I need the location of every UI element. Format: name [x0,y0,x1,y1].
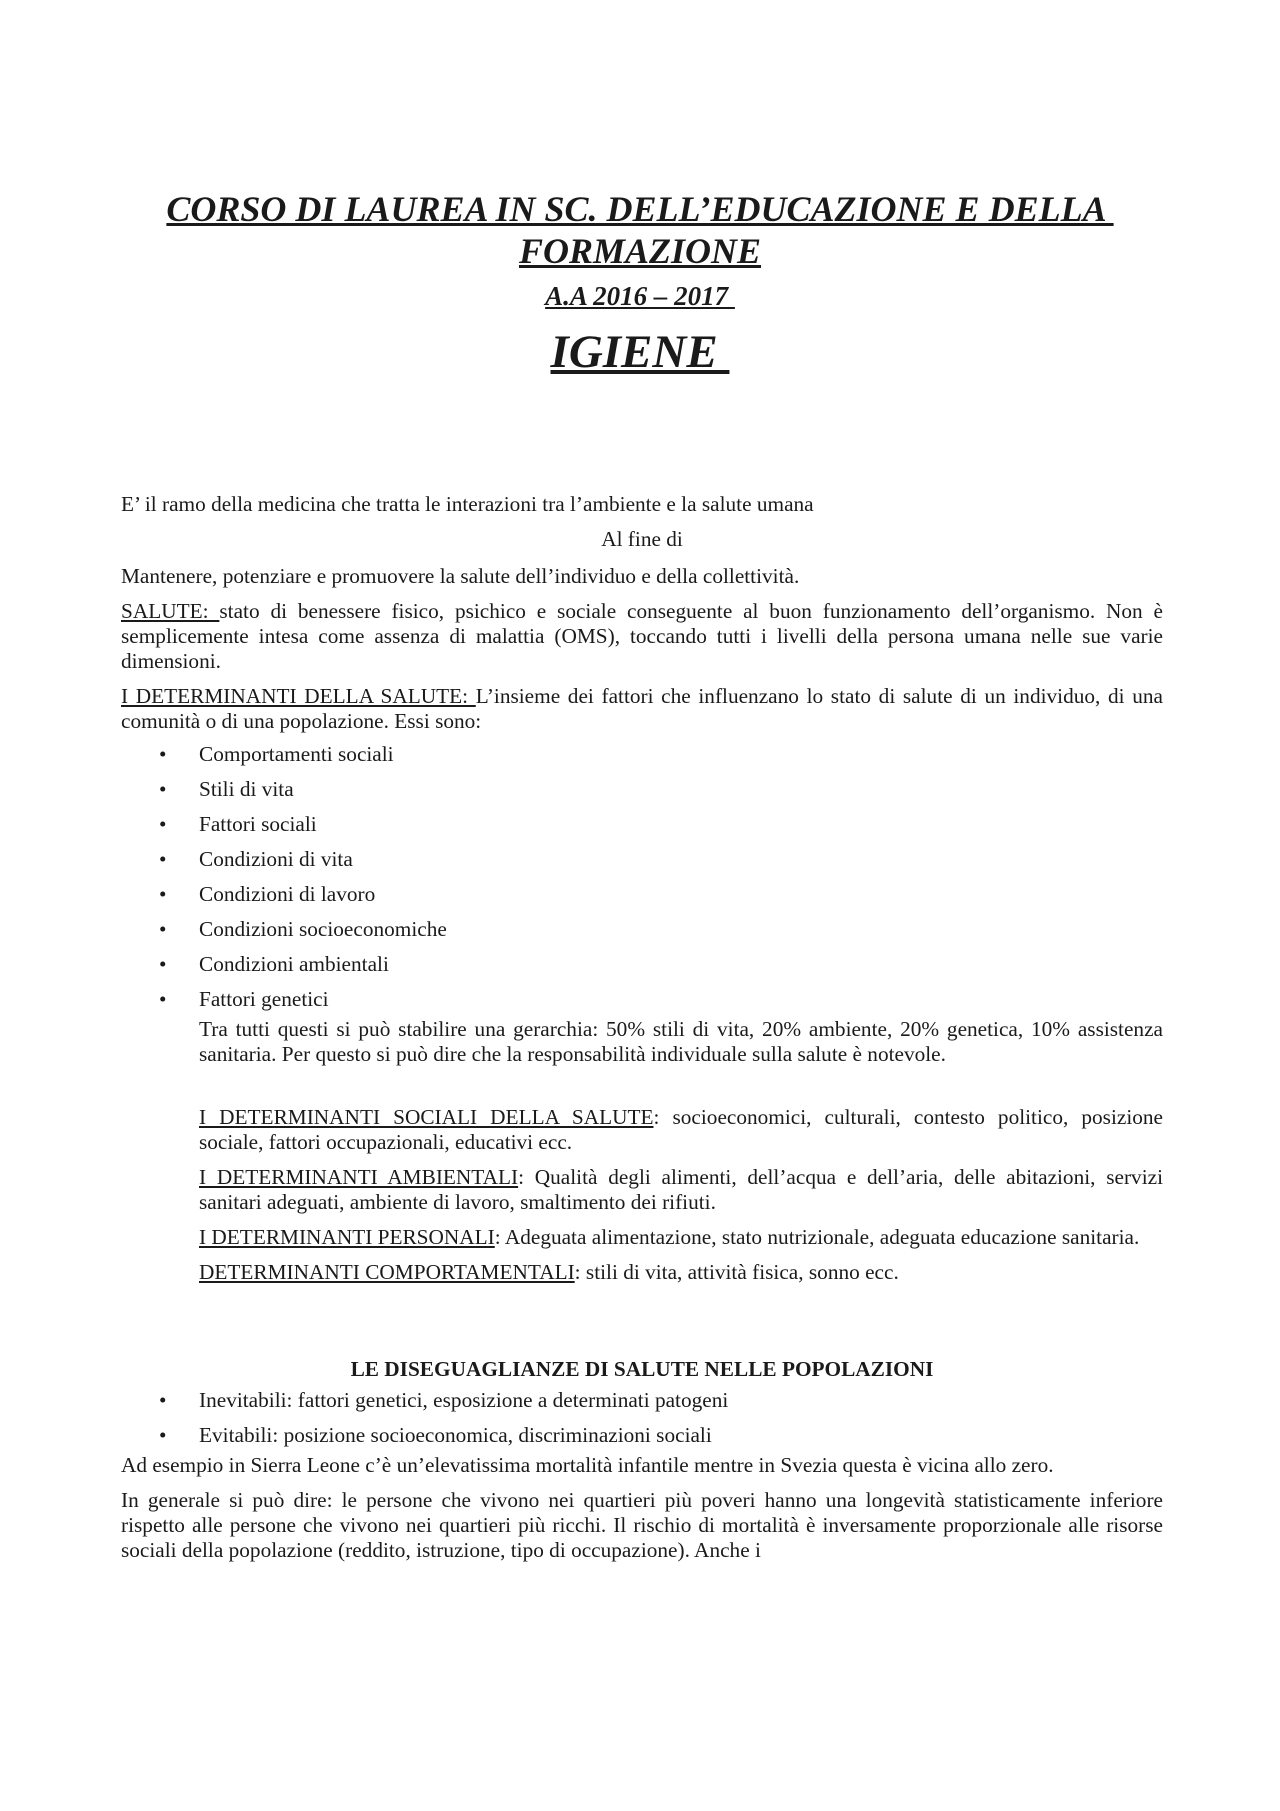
diseguaglianze-heading: LE DISEGUAGLIANZE DI SALUTE NELLE POPOLAZIONI [350,1357,934,1381]
definition-paragraph: E’ il ramo della medicina che tratta le interazioni tra l’ambiente e la salute umana [121,492,814,516]
determinanti-list [121,742,1163,1017]
course-title-line-1: CORSO DI LAUREA IN SC. DELL’EDUCAZIONE E DELLA [166,189,1114,229]
determinanti-comportamentali: DETERMINANTI COMPORTAMENTALI: stili di vita, attività fisica, sonno ecc. [199,1260,899,1284]
list-item: • Comportamenti sociali [159,742,394,766]
determinanti-text: L’insieme dei fattori che influenzano lo stato di salute di un individuo, di una comunità o di una popolazione. Essi sono: [121,684,1163,733]
al-fine-line: Al fine di [601,527,683,551]
list-item: • Evitabili: posizione socioeconomica, discriminazioni sociali [159,1423,712,1447]
course-title-line-2: FORMAZIONE [518,231,762,271]
document-body [121,492,1163,1563]
determinanti-sociali: I DETERMINANTI SOCIALI DELLA SALUTE: socioeconomici, culturali, contesto politico, posizione sociale, fattori occupazionali, educativi ecc. [199,1105,1164,1154]
bullet-icon: • [159,987,167,1011]
academic-year: A.A 2016 – 2017 [545,281,735,311]
bullet-icon: • [159,952,167,976]
list-item: • Condizioni di vita [159,847,353,871]
bullet-icon: • [159,917,167,941]
bullet-icon: • [159,882,167,906]
list-item: • Condizioni di lavoro [159,882,376,906]
bullet-icon: • [159,847,167,871]
gerarchia-paragraph: Tra tutti questi si può stabilire una gerarchia: 50% stili di vita, 20% ambiente, 20% genetica, 10% assistenza sanitaria. Per questo si può dire che la responsabilità individuale sulla salute è notevole. [199,1017,1163,1066]
determinanti-term: I DETERMINANTI DELLA SALUTE: [121,684,476,708]
determinanti-personali: I DETERMINANTI PERSONALI: Adeguata alimentazione, stato nutrizionale, adeguata educazione sanitaria. [199,1225,1140,1249]
diseguaglianze-list [121,1388,1163,1453]
list-item: • Condizioni ambientali [159,952,389,976]
list-item: • Fattori genetici [159,987,329,1011]
bullet-icon: • [159,742,167,766]
determinanti-paragraph [121,684,1163,734]
salute-text: stato di benessere fisico, psichico e sociale conseguente al buon funzionamento dell’organismo. Non è semplicemente intesa come assenza di malattia (OMS), toccando tutti i livelli della persona umana nelle sue varie dimensioni. [121,599,1163,673]
bullet-icon: • [159,812,167,836]
list-item: • Condizioni socioeconomiche [159,917,447,941]
list-item: • Inevitabili: fattori genetici, esposizione a determinati patogeni [159,1388,729,1412]
bullet-icon: • [159,1388,167,1412]
determinanti-ambientali: I DETERMINANTI AMBIENTALI: Qualità degli alimenti, dell’acqua e dell’aria, delle abitazioni, servizi sanitari adeguati, ambiente di lavoro, smaltimento dei rifiuti. [199,1165,1163,1214]
list-item: • Stili di vita [159,777,294,801]
salute-term: SALUTE: [121,599,220,623]
subject-title: IGIENE [550,326,730,378]
aim-paragraph: Mantenere, potenziare e promuovere la salute dell’individuo e della collettività. [121,564,800,588]
list-item: • Fattori sociali [159,812,317,836]
bullet-icon: • [159,1423,167,1447]
bullet-icon: • [159,777,167,801]
general-paragraph: In generale si può dire: le persone che vivono nei quartieri più poveri hanno una longevità statisticamente inferiore rispetto alle persone che vivono nei quartieri più ricchi. Il rischio di mortalità è inversamente proporzionale alle risorse sociali della popolazione (reddito, istruzione, tipo di occupazione). Anche i [121,1488,1163,1562]
example-paragraph: Ad esempio in Sierra Leone c’è un’elevatissima mortalità infantile mentre in Svezia questa è vicina allo zero. [121,1453,1054,1477]
salute-paragraph [121,599,1163,674]
